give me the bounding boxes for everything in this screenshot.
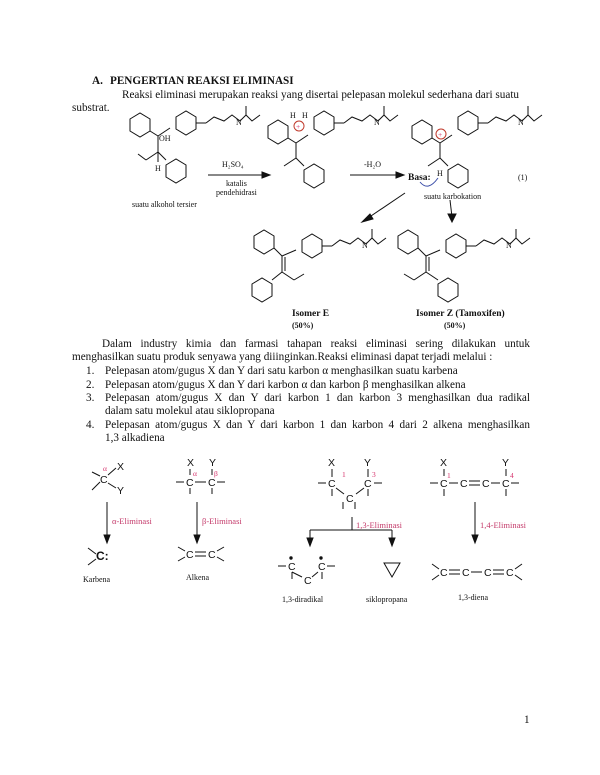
alpha-symbol-2: α	[193, 469, 197, 478]
karbena-label: Karbena	[83, 575, 111, 584]
isomer-e-label: Isomer E	[292, 309, 330, 319]
elim13-label: 1,3-Eliminasi	[356, 520, 403, 530]
diradikal-label: 1,3-diradikal	[282, 595, 324, 604]
beta-x: X	[187, 457, 195, 469]
beta-c2: C	[208, 477, 216, 489]
water-loss-label: -H₂O	[364, 160, 382, 169]
reagent-note-2: pendehidrasi	[216, 188, 257, 197]
alpha-elim-label: α-Eliminasi	[112, 516, 152, 526]
beta-y: Y	[209, 457, 217, 469]
carbene-symbol: C:	[96, 549, 109, 563]
alkena-label: Alkena	[186, 573, 210, 582]
e13-c3: C	[364, 478, 372, 490]
alpha-x: X	[117, 461, 125, 473]
plus-charge-1: +	[296, 122, 301, 131]
diradical-c1: C	[288, 561, 296, 573]
arrow-head-z	[448, 214, 456, 222]
section-title: PENGERTIAN REAKSI ELIMINASI	[110, 75, 294, 87]
reaction-scheme-tamoxifen	[0, 0, 600, 340]
page-number: 1	[524, 714, 530, 726]
e14-c3: C	[482, 478, 490, 490]
diena-label: 1,3-diena	[458, 593, 488, 602]
nitrogen-label-2: N	[374, 118, 380, 127]
e13-c2: C	[346, 493, 354, 505]
list-item-1-line-1: Pelepasan atom/gugus X dan Y dari satu karbon α menghasilkan suatu karbena	[105, 365, 458, 377]
h-label-2: H	[290, 111, 296, 120]
e13-x: X	[328, 457, 336, 469]
isomer-e-molecule	[252, 229, 386, 302]
arrow-head-2	[396, 172, 404, 178]
list-num-1: 1.	[86, 365, 95, 377]
e14-c1: C	[440, 478, 448, 490]
list-item-3-line-1: Pelepasan atom/gugus X dan Y dari karbon 1 dan karbon 3 menghasilkan dua radikal	[105, 392, 530, 404]
e14-c4: C	[502, 478, 510, 490]
isomer-z-percent: (50%)	[444, 321, 466, 330]
e14-x: X	[440, 457, 448, 469]
e13-one: 1	[342, 470, 346, 479]
beta-elim-label: β-Eliminasi	[202, 516, 242, 526]
alpha-y: Y	[117, 485, 125, 497]
diene-c4: C	[506, 567, 514, 579]
base-label: Basa:	[408, 173, 431, 183]
arrow-head-1	[262, 172, 270, 178]
elimination-types-scheme	[0, 450, 600, 650]
h-label-3: H	[302, 111, 308, 120]
e14-y: Y	[502, 457, 510, 469]
beta-elimination	[176, 457, 242, 582]
beta-symbol: β	[214, 469, 218, 478]
section-letter: A.	[92, 75, 103, 87]
diene-c1: C	[440, 567, 448, 579]
list-num-2: 2.	[86, 379, 95, 391]
oh-label: OH	[159, 134, 171, 143]
elimination-1-4	[430, 457, 527, 602]
alkene-c2: C	[208, 549, 216, 561]
list-num-3: 3.	[86, 392, 95, 404]
alpha-elimination	[83, 461, 153, 584]
intro-line-1: Reaksi eliminasi merupakan reaksi yang disertai pelepasan molekul sederhana dari suatu	[122, 89, 520, 101]
nitrogen-label-z: N	[506, 241, 512, 250]
e14-one: 1	[447, 471, 451, 480]
e13-y: Y	[364, 457, 372, 469]
alcohol-label: suatu alkohol tersier	[132, 200, 197, 209]
cyclopropane-ring	[384, 563, 400, 577]
list-num-4: 4.	[86, 419, 95, 431]
alpha-carbon: C	[100, 474, 108, 486]
nitrogen-label: N	[236, 118, 242, 127]
diradical-c3: C	[318, 561, 326, 573]
diene-c3: C	[484, 567, 492, 579]
para2-line-2: menghasilkan suatu produk senyawa yang diiinginkan.Reaksi eliminasi dapat terjadi melalui :	[72, 351, 493, 363]
nitrogen-label-e: N	[362, 241, 368, 250]
e13-c1: C	[328, 478, 336, 490]
plus-charge-2: +	[438, 130, 443, 139]
list-item-4-line-2: 1,3 alkadiena	[105, 432, 165, 444]
beta-c1: C	[186, 477, 194, 489]
equation-number: (1)	[518, 173, 528, 182]
e13-three: 3	[372, 470, 376, 479]
reagent-label: H₂SO₄	[222, 160, 244, 169]
isomer-e-percent: (50%)	[292, 321, 314, 330]
diradical-c2: C	[304, 575, 312, 587]
isomer-z-label: Isomer Z (Tamoxifen)	[416, 309, 505, 319]
alkene-c1: C	[186, 549, 194, 561]
elim14-label: 1,4-Eliminasi	[480, 520, 527, 530]
intro-line-2: substrat.	[72, 102, 110, 114]
siklopropana-label: siklopropana	[366, 595, 408, 604]
h-label-4: H	[437, 169, 443, 178]
list-item-2-line-1: Pelepasan atom/gugus X dan Y dari karbon α dan karbon β menghasilkan alkena	[105, 379, 466, 391]
isomer-z-molecule	[398, 229, 530, 302]
list-item-4-line-1: Pelepasan atom/gugus X dan Y dari karbon 1 dan karbon 4 dari 2 alkena menghasilkan	[105, 419, 530, 431]
elimination-1-3	[278, 457, 408, 604]
h-label: H	[155, 164, 161, 173]
diene-c2: C	[462, 567, 470, 579]
reagent-note-1: katalis	[226, 179, 247, 188]
carbocation-label: suatu karbokation	[424, 192, 482, 201]
nitrogen-label-3: N	[518, 118, 524, 127]
list-item-3-line-2: dalam satu molekul atau siklopropana	[105, 405, 275, 417]
e14-four: 4	[510, 471, 514, 480]
e14-c2: C	[460, 478, 468, 490]
para2-line-1: Dalam industry kimia dan farmasi tahapan reaksi eliminasi sering dilakukan untuk	[102, 338, 530, 350]
arrow-to-isomer-e	[368, 193, 405, 218]
alpha-symbol: α	[103, 464, 107, 473]
